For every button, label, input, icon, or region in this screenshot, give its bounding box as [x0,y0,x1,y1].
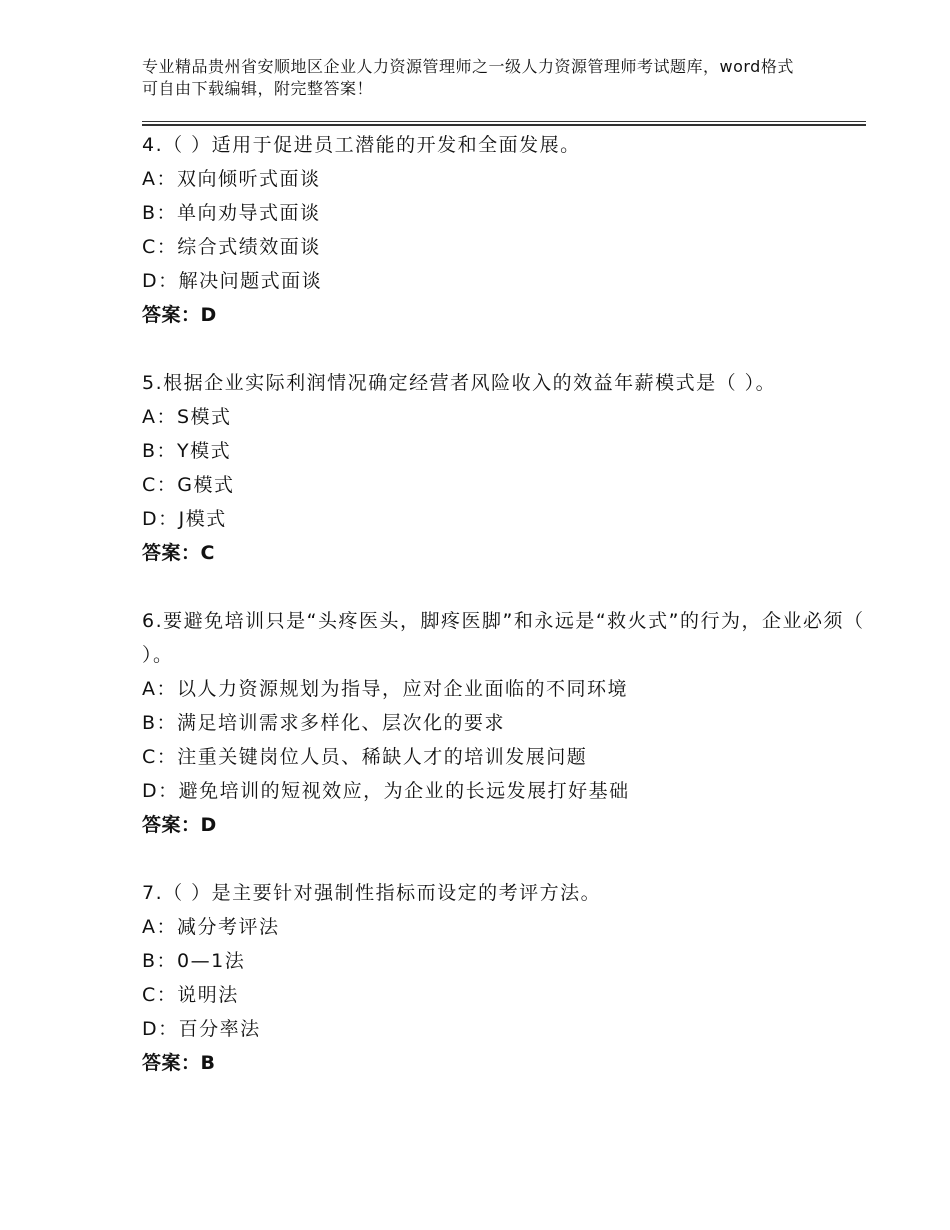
question-text: 7.（ ）是主要针对强制性指标而设定的考评方法。 [142,882,602,904]
option-a: A：以人力资源规划为指导，应对企业面临的不同环境 [142,678,628,700]
document-header [142,56,802,100]
option-c: C：G模式 [142,474,235,496]
header-divider [142,121,866,126]
question-text: 6.要避免培训只是“头疼医头，脚疼医脚”和永远是“救火式”的行为，企业必须（ ）。 [142,610,865,666]
option-d: D：J模式 [142,508,227,530]
option-b: B：单向劝导式面谈 [142,202,321,224]
answer-label: 答案：D [142,304,217,326]
option-c: C：说明法 [142,984,239,1006]
answer-label: 答案：D [142,814,217,836]
question-text: 5.根据企业实际利润情况确定经营者风险收入的效益年薪模式是（ ）。 [142,372,777,394]
option-b: B：满足培训需求多样化、层次化的要求 [142,712,506,734]
option-d: D：百分率法 [142,1018,261,1040]
option-a: A：S模式 [142,406,232,428]
option-c: C：注重关键岗位人员、稀缺人才的培训发展问题 [142,746,588,768]
option-b: B：Y模式 [142,440,232,462]
answer-label: 答案：B [142,1052,216,1074]
question-text: 4.（ ）适用于促进员工潜能的开发和全面发展。 [142,134,581,156]
option-a: A：减分考评法 [142,916,280,938]
question-5 [142,366,866,570]
question-list [142,128,866,1114]
question-6 [142,604,866,842]
option-d: D：解决问题式面谈 [142,270,323,292]
option-b: B：0—1法 [142,950,246,972]
question-7 [142,876,866,1080]
question-4 [142,128,866,332]
option-d: D：避免培训的短视效应，为企业的长远发展打好基础 [142,780,630,802]
option-a: A：双向倾听式面谈 [142,168,321,190]
option-c: C：综合式绩效面谈 [142,236,321,258]
answer-label: 答案：C [142,542,215,564]
header-title: 专业精品贵州省安顺地区企业人力资源管理师之一级人力资源管理师考试题库，word格式可自由下载编辑，附完整答案！ [142,57,794,98]
